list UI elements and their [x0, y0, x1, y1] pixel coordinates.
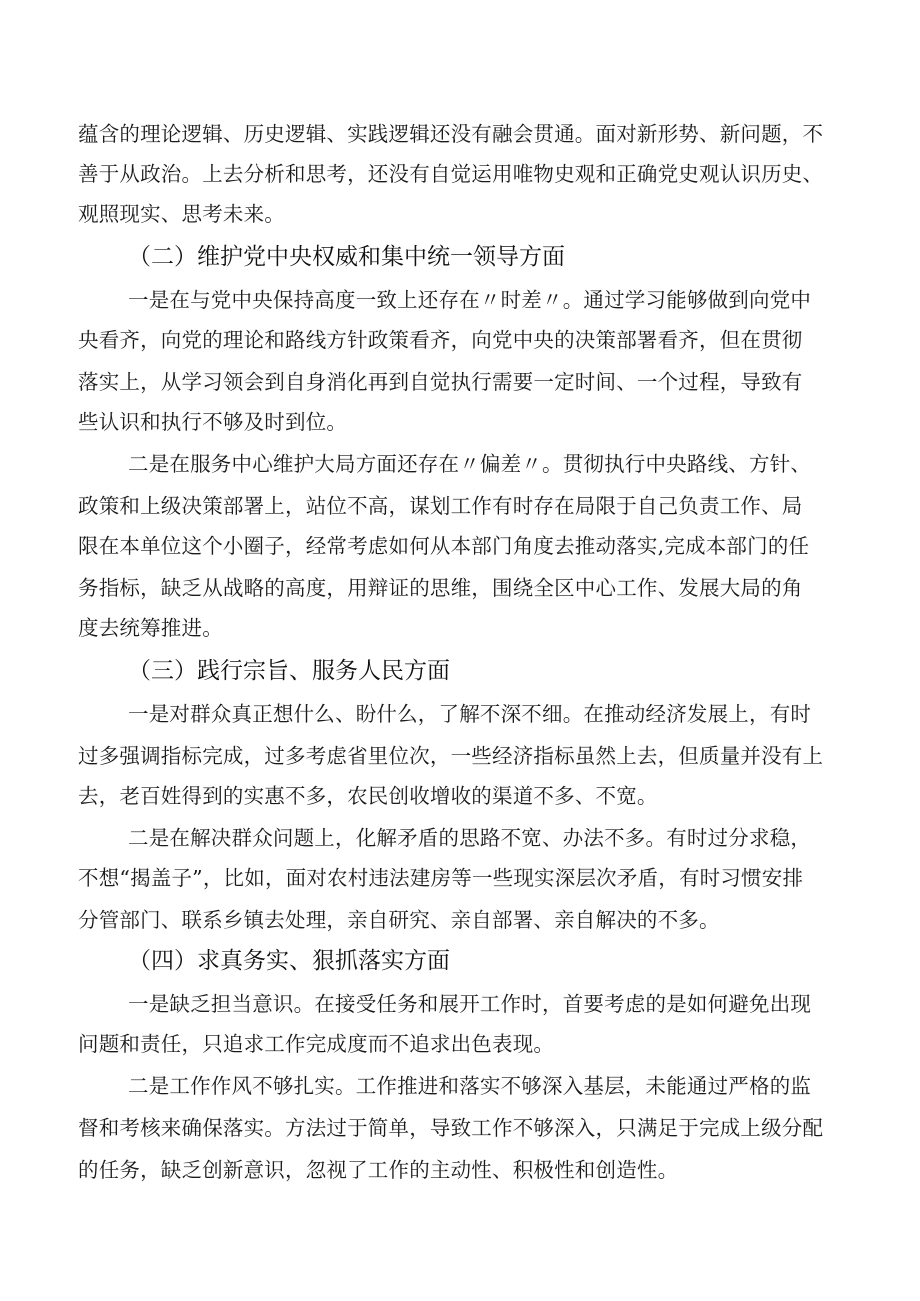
paragraph-line: 务指标，缺乏从战略的高度，用辩证的思维，围绕全区中心工作、发展大局的角 [78, 576, 803, 600]
section-heading: （四）求真务实、狠抓落实方面 [128, 948, 450, 974]
paragraph-line: 央看齐，向党的理论和路线方针政策看齐，向党中央的决策部署看齐，但在贯彻 [78, 328, 803, 352]
paragraph-line: 过多强调指标完成，过多考虑省里位次，一些经济指标虽然上去，但质量并没有上 [78, 744, 824, 768]
paragraph-line: 度去统筹推进。 [78, 616, 223, 640]
paragraph-line: 些认识和执行不够及时到位。 [78, 410, 348, 434]
paragraph-line: 观照现实、思考未来。 [78, 202, 285, 226]
paragraph-line: 蕴含的理论逻辑、历史逻辑、实践逻辑还没有融会贯通。面对新形势、新问题，不 [78, 122, 824, 146]
paragraph-line: 善于从政治。上去分析和思考，还没有自觉运用唯物史观和正确党史观认识历史、 [78, 162, 824, 186]
paragraph-line: 政策和上级决策部署上，站位不高，谋划工作有时存在局限于自己负责工作、局 [78, 494, 803, 518]
paragraph-line: 问题和责任，只追求工作完成度而不追求出色表现。 [78, 1032, 555, 1056]
paragraph-line: 二是在服务中心维护大局方面还存在〃偏差〃。贯彻执行中央路线、方针、 [128, 452, 812, 476]
paragraph-line: 分管部门、联系乡镇去处理，亲自研究、亲自部署、亲自解决的不多。 [78, 908, 720, 932]
section-heading: （二）维护党中央权威和集中统一领导方面 [128, 244, 565, 270]
paragraph-line: 一是对群众真正想什么、盼什么，了解不深不细。在推动经济发展上，有时 [128, 702, 812, 726]
paragraph-line: 限在本单位这个小圈子，经常考虑如何从本部门角度去推动落实,完成本部门的任 [78, 534, 810, 558]
paragraph-line: 的任务，缺乏创新意识，忽视了工作的主动性、积极性和创造性。 [78, 1158, 679, 1182]
paragraph-line: 不想“揭盖子”，比如，面对农村违法建房等一些现实深层次矛盾，有时习惯安排 [78, 866, 804, 890]
paragraph-line: 落实上，从学习领会到自身消化再到自觉执行需要一定时间、一个过程，导致有 [78, 370, 803, 394]
section-heading: （三）践行宗旨、服务人民方面 [128, 658, 450, 684]
paragraph-line: 一是在与党中央保持高度一致上还存在〃时差〃。通过学习能够做到向党中 [128, 288, 812, 312]
paragraph-line: 二是在解决群众问题上，化解矛盾的思路不宽、办法不多。有时过分求稳， [128, 826, 812, 850]
paragraph-line: 一是缺乏担当意识。在接受任务和展开工作时，首要考虑的是如何避免出现 [128, 992, 812, 1016]
paragraph-line: 督和考核来确保落实。方法过于简单，导致工作不够深入，只满足于完成上级分配 [78, 1116, 824, 1140]
paragraph-line: 去，老百姓得到的实惠不多，农民创收增收的渠道不多、不宽。 [78, 784, 658, 808]
paragraph-line: 二是工作作风不够扎实。工作推进和落实不够深入基层，未能通过严格的监 [128, 1074, 812, 1098]
